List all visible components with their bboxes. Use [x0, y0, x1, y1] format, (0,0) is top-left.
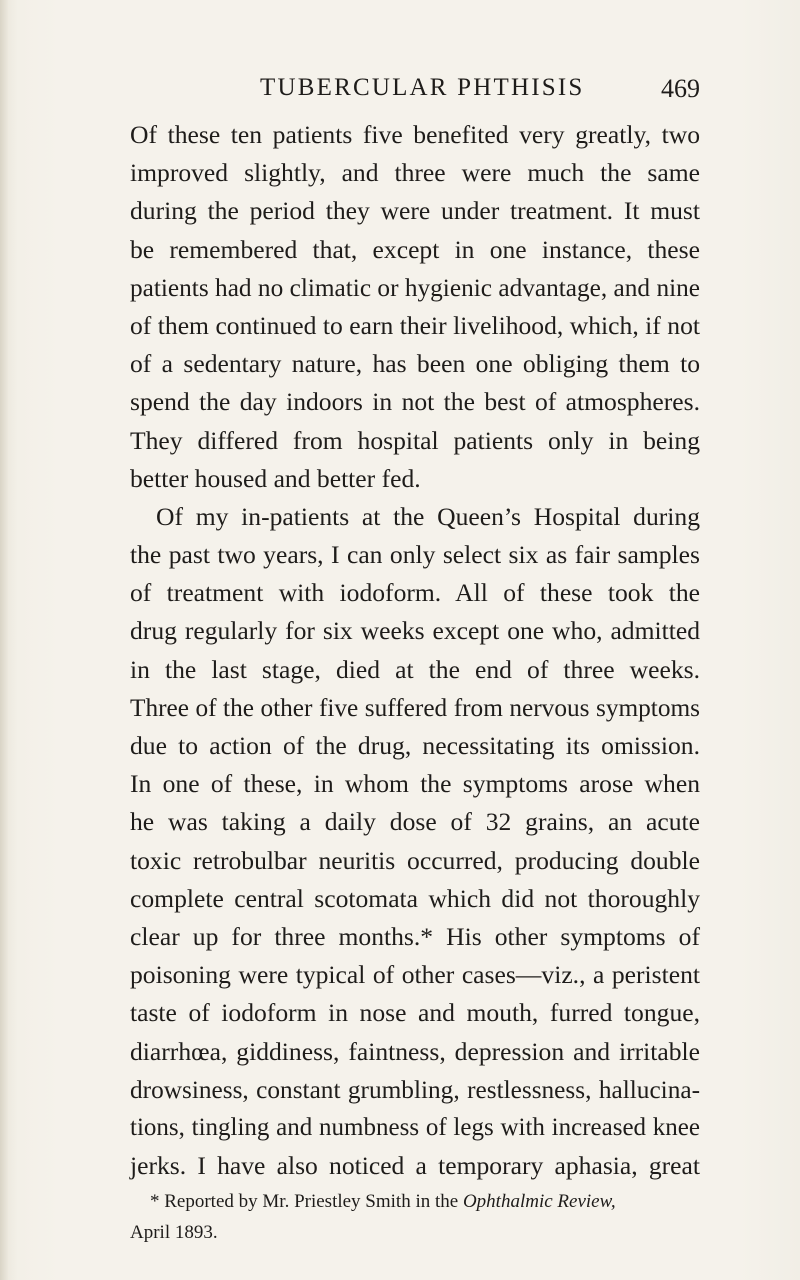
text-line: drug regularly for six weeks except one who, admitted	[130, 616, 700, 646]
text-line: clear up for three months.* His other symptoms of	[130, 921, 700, 951]
text-line: complete central scotomata which did not thoroughly	[130, 883, 700, 913]
text-line: In one of these, in whom the symptoms arose when	[130, 769, 700, 799]
text-line: better housed and better fed.	[130, 463, 421, 493]
text-line: of a sedentary nature, has been one obliging them to	[130, 349, 700, 379]
text-line: he was taking a daily dose of 32 grains, an acute	[130, 807, 700, 837]
text-line: tions, tingling and numbness of legs with increased knee	[130, 1113, 700, 1141]
text-line: Three of the other five suffered from nervous symptoms	[130, 693, 700, 722]
text-line: the past two years, I can only select six as fair samples	[130, 540, 700, 570]
text-line: drowsiness, constant grumbling, restlessness, hallucina-	[130, 1075, 700, 1104]
footnote-date: April 1893.	[130, 1222, 218, 1243]
text-line: in the last stage, died at the end of three weeks.	[130, 654, 700, 684]
text-line: of them continued to earn their livelihood, which, if not	[130, 310, 700, 340]
running-title: TUBERCULAR PHTHISIS	[260, 74, 585, 101]
text-line: of treatment with iodoform. All of these took the	[130, 578, 700, 608]
page-number: 469	[661, 74, 700, 103]
footnote	[130, 1186, 700, 1248]
footnote-text: * Reported by Mr. Priestley Smith in the	[150, 1191, 463, 1212]
text-line: Of these ten patients five benefited very greatly, two	[130, 120, 700, 149]
footnote-line	[130, 1186, 700, 1217]
text-line: toxic retrobulbar neuritis occurred, producing double	[130, 845, 700, 875]
body-text	[130, 116, 700, 1185]
text-line: jerks. I have also noticed a temporary aphasia, great	[130, 1151, 700, 1181]
footnote-journal: Ophthalmic Review,	[462, 1191, 616, 1212]
text-line: taste of iodoform in nose and mouth, furred tongue,	[130, 998, 700, 1028]
text-line: due to action of the drug, necessitating its omission.	[130, 731, 700, 760]
text-line: Of my in-patients at the Queen’s Hospital during	[156, 501, 700, 531]
text-line: during the period they were under treatment. It must	[130, 196, 700, 226]
text-line: improved slightly, and three were much the same	[130, 158, 700, 188]
text-line: be remembered that, except in one instance, these	[130, 234, 700, 264]
text-line: diarrhœa, giddiness, faintness, depression and irritable	[130, 1036, 700, 1066]
text-line: They differed from hospital patients only in being	[130, 425, 700, 455]
running-header	[130, 74, 700, 114]
page-gutter-shadow	[0, 0, 8, 1280]
text-line: patients had no climatic or hygienic advantage, and nine	[130, 273, 700, 302]
text-line: poisoning were typical of other cases—viz., a peristent	[130, 960, 700, 990]
text-line: spend the day indoors in not the best of atmospheres.	[130, 387, 700, 417]
